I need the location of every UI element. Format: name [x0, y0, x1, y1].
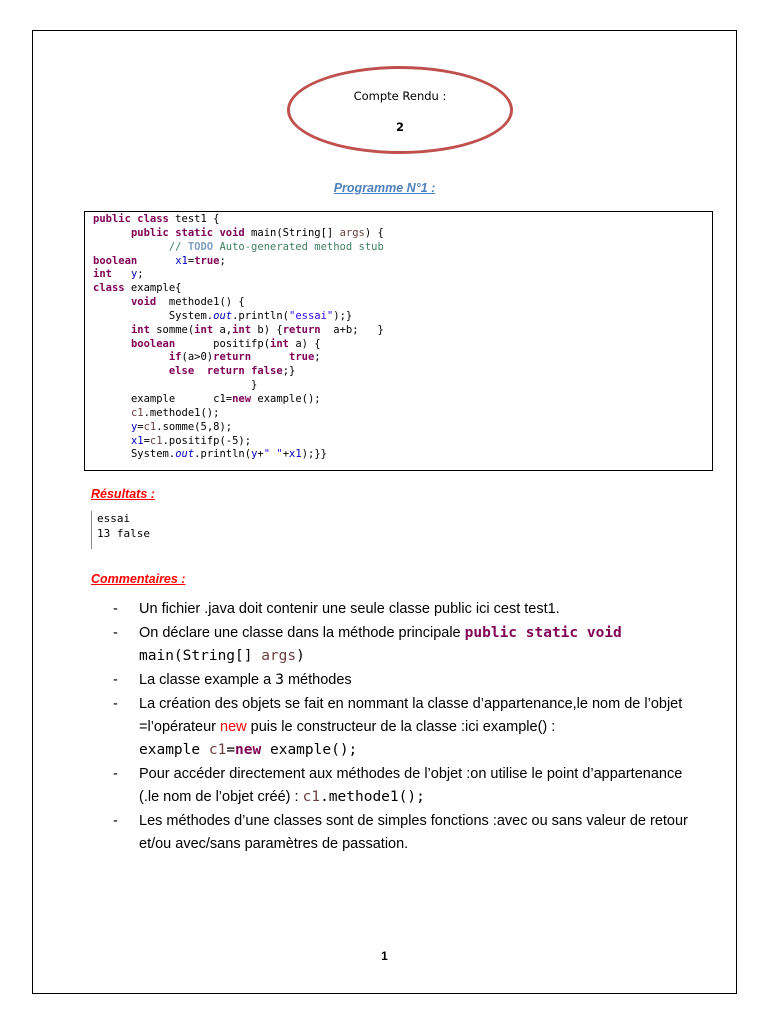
comment-item: - Pour accéder directement aux méthodes de l’objet :on utilise le point d’appartenance (.le nom de l’objet créé) : c1.methode1();: [113, 763, 713, 809]
code-line: void methode1() {: [130, 296, 245, 309]
code-line: else return false;}: [168, 365, 296, 378]
code-line: y=c1.somme(5,8);: [130, 420, 233, 433]
comment-item: - Les méthodes d’une classes sont de simples fonctions :avec ou sans valeur de retour et/ou avec/sans paramètres de passation.: [113, 810, 713, 856]
bullet-dash: -: [113, 813, 118, 829]
console-output: [91, 511, 150, 549]
bullet-dash: -: [113, 696, 118, 712]
code-line: public static void main(String[] args) {: [130, 226, 384, 239]
program-heading: Programme N°1 :: [333, 181, 436, 195]
comments-list: [113, 598, 713, 857]
output-line: 13 false: [97, 527, 150, 540]
title-oval: [287, 66, 513, 154]
report-number: 2: [395, 120, 404, 134]
bullet-dash: -: [113, 601, 118, 617]
bullet-dash: -: [113, 766, 118, 782]
comment-item: - On déclare une classe dans la méthode principale public static void main(String[] args): [113, 622, 713, 668]
code-line: boolean x1=true;: [93, 254, 226, 267]
code-line: System.out.println(y+" "+x1);}}: [130, 448, 327, 461]
code-line: example c1=new example();: [130, 392, 321, 405]
code-line: System.out.println("essai");}: [168, 309, 353, 322]
page-number: 1: [381, 949, 388, 963]
code-line: int y;: [93, 268, 144, 281]
code-line: x1=c1.positifp(-5);: [130, 434, 252, 447]
code-line: }: [93, 379, 258, 392]
comment-item: - Un fichier .java doit contenir une seule classe public ici cest test1.: [113, 598, 713, 621]
code-line: c1.methode1();: [130, 406, 220, 419]
output-line: essai: [97, 512, 131, 525]
code-line: class example{: [93, 282, 182, 295]
bullet-dash: -: [113, 672, 118, 688]
code-line: int somme(int a,int b) {return a+b; }: [130, 323, 384, 336]
comment-item: - La classe example a 3 méthodes: [113, 669, 713, 692]
code-line: boolean positifp(int a) {: [130, 337, 321, 350]
report-title: Compte Rendu :: [353, 89, 447, 103]
document-page: [32, 30, 737, 994]
code-line: public class test1 {: [93, 213, 220, 225]
results-heading: Résultats :: [91, 487, 155, 501]
comment-item: - La création des objets se fait en nommant la classe d’appartenance,le nom de l’objet =l’opérateur new puis le constructeur de la classe :ici example() : example c1=new example();: [113, 693, 713, 762]
code-block: [84, 211, 713, 471]
code-line: // TODO Auto-generated method stub: [168, 240, 384, 253]
bullet-dash: -: [113, 625, 118, 641]
comments-heading: Commentaires :: [91, 572, 186, 586]
code-line: if(a>0)return true;: [168, 351, 321, 364]
